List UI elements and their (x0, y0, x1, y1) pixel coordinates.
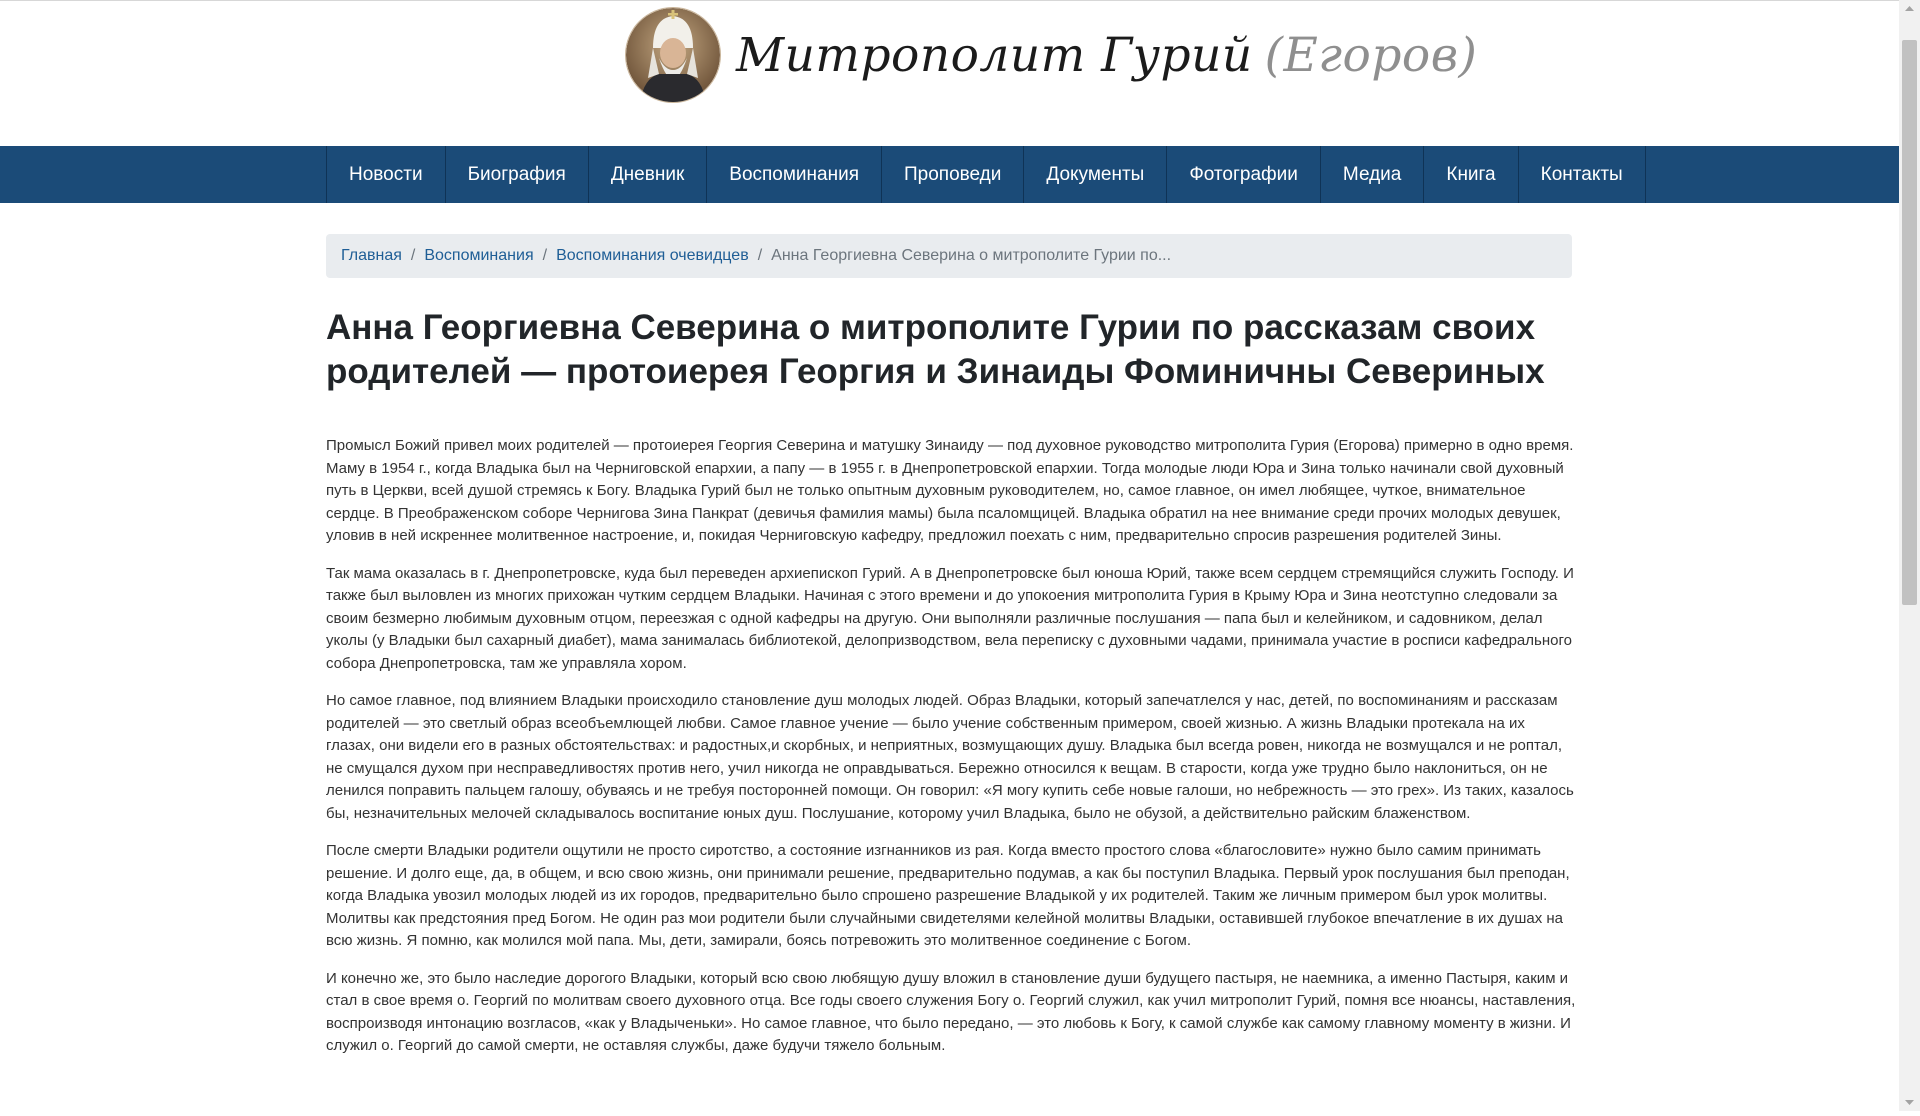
site-title (736, 28, 1477, 83)
nav-item-diary[interactable]: Дневник (589, 146, 707, 203)
breadcrumb-separator: / (757, 247, 763, 264)
nav-item-memoirs[interactable]: Воспоминания (707, 146, 882, 203)
breadcrumb-link-memoirs[interactable]: Воспоминания (424, 247, 534, 264)
scrollbar-thumb[interactable] (1902, 40, 1917, 605)
main-navbar (0, 146, 1899, 203)
breadcrumb-current: Анна Георгиевна Северина о митрополите Гурии по... (771, 247, 1172, 264)
breadcrumb-separator: / (542, 247, 548, 264)
breadcrumb-separator: / (410, 247, 416, 264)
article-body (326, 435, 1576, 1073)
site-title-name: Митрополит Гурий (736, 27, 1253, 83)
scroll-up-icon[interactable] (1899, 0, 1920, 17)
site-header (0, 1, 1899, 146)
nav-item-biography[interactable]: Биография (446, 146, 589, 203)
site-title-surname: (Егоров) (1264, 27, 1478, 83)
nav-item-news[interactable]: Новости (327, 146, 446, 203)
article-paragraph: Промысл Божий привел моих родителей — протоиерея Георгия Северина и матушку Зинаиду — под духовное руководство митрополита Гурия (Егорова) примерно в одно время. Маму в 1954 г., когда Владыка был на Черниговской епархии, а папу — в 1955 г. в Днепропетровской епархии. Тогда молодые люди Юра и Зина только начинали свой духовный путь в Церкви, всей душой стремясь к Богу. Владыка Гурий был не только опытным духовным руководителем, но, самое главное, он имел любящее, чуткое, внимательное сердце. В Преображенском соборе Чернигова Зина Панкрат (девичья фамилия мамы) была псаломщицей. Владыка обратил на нее внимание среди прочих молодых девушек, уловив в ней искреннее молитвенное настроение, и, покидая Черниговскую кафедру, предложил поехать с ним, предварительно спросив разрешения родителей Зины. (326, 437, 1574, 544)
article-paragraph: Но самое главное, под влиянием Владыки происходило становление душ молодых людей. Образ Владыки, который запечатлелся у нас, детей, по воспоминаниям и рассказам родителей — это светлый образ всеобъемлющей любви. Самое главное учение — было учение собственным примером, своей жизнью. А жизнь Владыки протекала на их глазах, они видели его в разных обстоятельствах: и радостных,и скорбных, и неприятных, возмущающих душу. Владыка был всегда ровен, никогда не возмущался и не роптал, не смущался духом при несправедливостях против него, учил никогда не оправдываться. Бережно относился к вещам. В старости, когда уже трудно было наклониться, он не ленился поправить пальцем галошу, обуваясь и не требуя посторонней помощи. Он говорил: «Я могу купить себе новые галоши, но небрежность — это грех». Из таких, казалось бы, незначительных мелочей складывалось воспитание юных душ. Послушание, которому учил Владыка, было не обузой, а действительно райским блаженством. (326, 692, 1574, 822)
nav-item-sermons[interactable]: Проповеди (882, 146, 1024, 203)
breadcrumb-link-home[interactable]: Главная (341, 247, 402, 264)
nav-item-contacts[interactable]: Контакты (1519, 146, 1646, 203)
metropolitan-portrait-avatar (626, 8, 720, 102)
nav-menu (326, 146, 1646, 203)
scroll-down-icon[interactable] (1899, 1094, 1920, 1111)
nav-item-documents[interactable]: Документы (1024, 146, 1167, 203)
breadcrumb (326, 234, 1572, 278)
article-paragraph: Так мама оказалась в г. Днепропетровске, куда был переведен архиепископ Гурий. А в Днепропетровске был юноша Юрий, также всем сердцем стремящийся служить Господу. И также был выловлен из многих прихожан чутким сердцем Владыки. Начиная с этого времени и до упокоения митрополита Гурия в Крыму Юра и Зина неотступно следовали за своим безмерно любимым духовным отцом, переезжая с одной кафедры на другую. Они выполняли различные послушания — папа был и келейником, и садовником, делал уколы (у Владыки был сахарный диабет), мама занималась библиотекой, делопризводством, вела переписку с духовными чадами, принимала участие в росписи кафедрального собора Днепропетровска, там же управляла хором. (326, 564, 1574, 672)
site-logo[interactable] (626, 7, 1478, 103)
vertical-scrollbar[interactable] (1899, 0, 1920, 1111)
article-title: Анна Георгиевна Северина о митрополите Гурии по рассказам своих родителей — протоиерея Георгия и Зинаиды Фоминичны Севериных (326, 308, 1545, 391)
nav-item-photos[interactable]: Фотографии (1167, 146, 1321, 203)
breadcrumb-link-eyewitness-memoirs[interactable]: Воспоминания очевидцев (556, 247, 749, 264)
article-paragraph: После смерти Владыки родители ощутили не просто сиротство, а состояние изгнанников из рая. Когда вместо простого слова «благословите» нужно было самим принимать решение. И долго еще, да, в общем, и всю свою жизнь, они принимали решение, предварительно подумав, а как бы поступил Владыка. Первый урок послушания был преподан, когда Владыка увозил молодых людей из их городов, предварительно было спрошено разрешение Владыкой у их родителей. Таким же личным примером был урок молитвы. Молитвы как предстояния пред Богом. Не один раз мои родители были случайными свидетелями келейной молитвы Владыки, оставившей глубокое впечатление в их душах на всю жизнь. Я помню, как молился мой папа. Мы, дети, замирали, боясь потревожить это молитвенное соединение с Богом. (326, 842, 1570, 949)
article-paragraph: И конечно же, это было наследие дорогого Владыки, который всю свою любящую душу вложил в становление души будущего пастыря, не наемника, а именно Пастыря, каким и стал в свое время о. Георгий по молитвам своего духовного отца. Все годы своего служения Богу о. Георгий служил, как учил митрополит Гурий, помня все нюансы, наставления, воспроизводя интонацию возгласов, «как у Владыченьки». Но самое главное, что было передано, — это любовь к Богу, к самой службе как самому главному моменту в жизни. И служил о. Георгий до самой смерти, не оставляя службы, даже будучи тяжело больным. (326, 969, 1576, 1054)
nav-item-book[interactable]: Книга (1424, 146, 1518, 203)
nav-item-media[interactable]: Медиа (1321, 146, 1424, 203)
